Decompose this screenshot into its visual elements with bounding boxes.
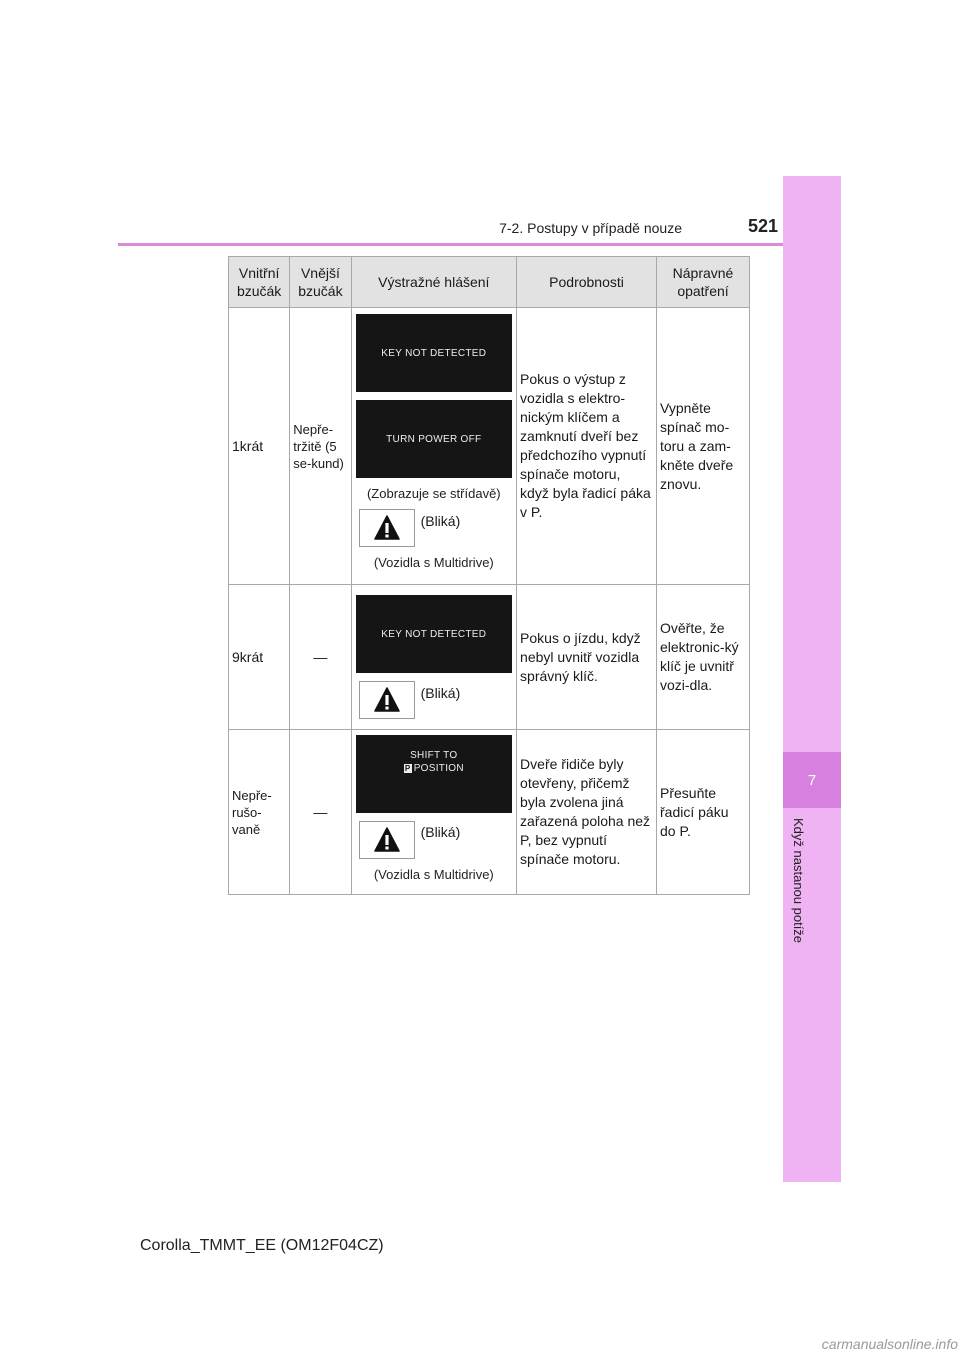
blink-caption: (Bliká) [420, 684, 461, 701]
action-cell: Ověřte, že elektronic-ký klíč je uvnitř vozi-dla. [657, 585, 750, 730]
warning-icon-row [359, 681, 513, 719]
screen-text-line2 [404, 762, 464, 775]
interior-buzzer-cell: 9krát [229, 585, 290, 730]
exterior-buzzer-cell: — [290, 585, 351, 730]
header-corrective-action: Nápravné opatření [657, 257, 750, 308]
display-screen [356, 314, 512, 392]
header-interior-buzzer: Vnitřní bzučák [229, 257, 290, 308]
display-screen [356, 400, 512, 478]
warning-icon-box [359, 509, 415, 547]
screen-text: POSITION [413, 762, 464, 774]
vehicle-note: (Vozidla s Multidrive) [373, 866, 494, 882]
chapter-side-tab [783, 176, 841, 1182]
warning-icon-row [359, 821, 513, 859]
header-rule [118, 243, 783, 246]
display-screen [356, 735, 512, 813]
chapter-title: Když nastanou potíže [791, 818, 806, 944]
p-position-icon: P [404, 763, 411, 773]
page-number: 521 [747, 216, 778, 236]
screen-text: KEY NOT DETECTED [381, 347, 487, 359]
alternate-note: (Zobrazuje se střídavě) [366, 486, 501, 501]
action-cell: Vypněte spínač mo-toru a zam-kněte dveře znovu. [657, 308, 750, 585]
interior-buzzer-cell: 1krát [229, 308, 290, 585]
warning-triangle-icon [374, 515, 400, 541]
screen-text: KEY NOT DETECTED [381, 628, 487, 640]
chapter-number-box [783, 752, 841, 808]
action-cell: Přesuňte řadicí páku do P. [657, 730, 750, 895]
details-cell: Pokus o jízdu, když nebyl uvnitř vozidla správný klíč. [517, 585, 657, 730]
blink-caption: (Bliká) [420, 512, 461, 529]
warning-triangle-icon [374, 687, 400, 713]
screen-text: SHIFT TO [410, 749, 458, 761]
vehicle-note: (Vozidla s Multidrive) [373, 555, 494, 570]
chapter-number: 7 [807, 771, 817, 789]
header-details: Podrobnosti [517, 257, 657, 308]
display-screen [356, 595, 512, 673]
table-header-row [229, 257, 750, 308]
header-exterior-buzzer: Vnější bzučák [290, 257, 351, 308]
warning-icon-box [359, 681, 415, 719]
exterior-buzzer-cell: — [290, 730, 351, 895]
warning-triangle-icon [374, 827, 400, 853]
exterior-buzzer-cell: Nepře-tržitě (5 se-kund) [290, 308, 351, 585]
table-row [229, 730, 750, 895]
table-row [229, 308, 750, 585]
details-cell: Dveře řidiče byly otevřeny, přičemž byla zvolena jiná zařazená poloha než P, bez vypnutí spínače motoru. [517, 730, 657, 895]
warning-icon-box [359, 821, 415, 859]
blink-caption: (Bliká) [420, 824, 461, 840]
warning-table [228, 256, 750, 895]
watermark: carmanualsonline.info [821, 1336, 958, 1352]
screen-text: TURN POWER OFF [386, 433, 482, 445]
warning-message-cell [351, 585, 516, 730]
warning-message-cell [351, 308, 516, 585]
section-title: 7-2. Postupy v případě nouze [499, 220, 682, 236]
interior-buzzer-cell: Nepře-rušo-vaně [229, 730, 290, 895]
header-warning-message: Výstražné hlášení [351, 257, 516, 308]
table-row [229, 585, 750, 730]
warning-message-cell [351, 730, 516, 895]
warning-icon-row [359, 509, 513, 547]
model-footer: Corolla_TMMT_EE (OM12F04CZ) [140, 1237, 384, 1254]
details-cell: Pokus o výstup z vozidla s elektro-nickým klíčem a zamknutí dveří bez předchozího vypnutí spínače motoru, když byla řadicí páka v P. [517, 308, 657, 585]
